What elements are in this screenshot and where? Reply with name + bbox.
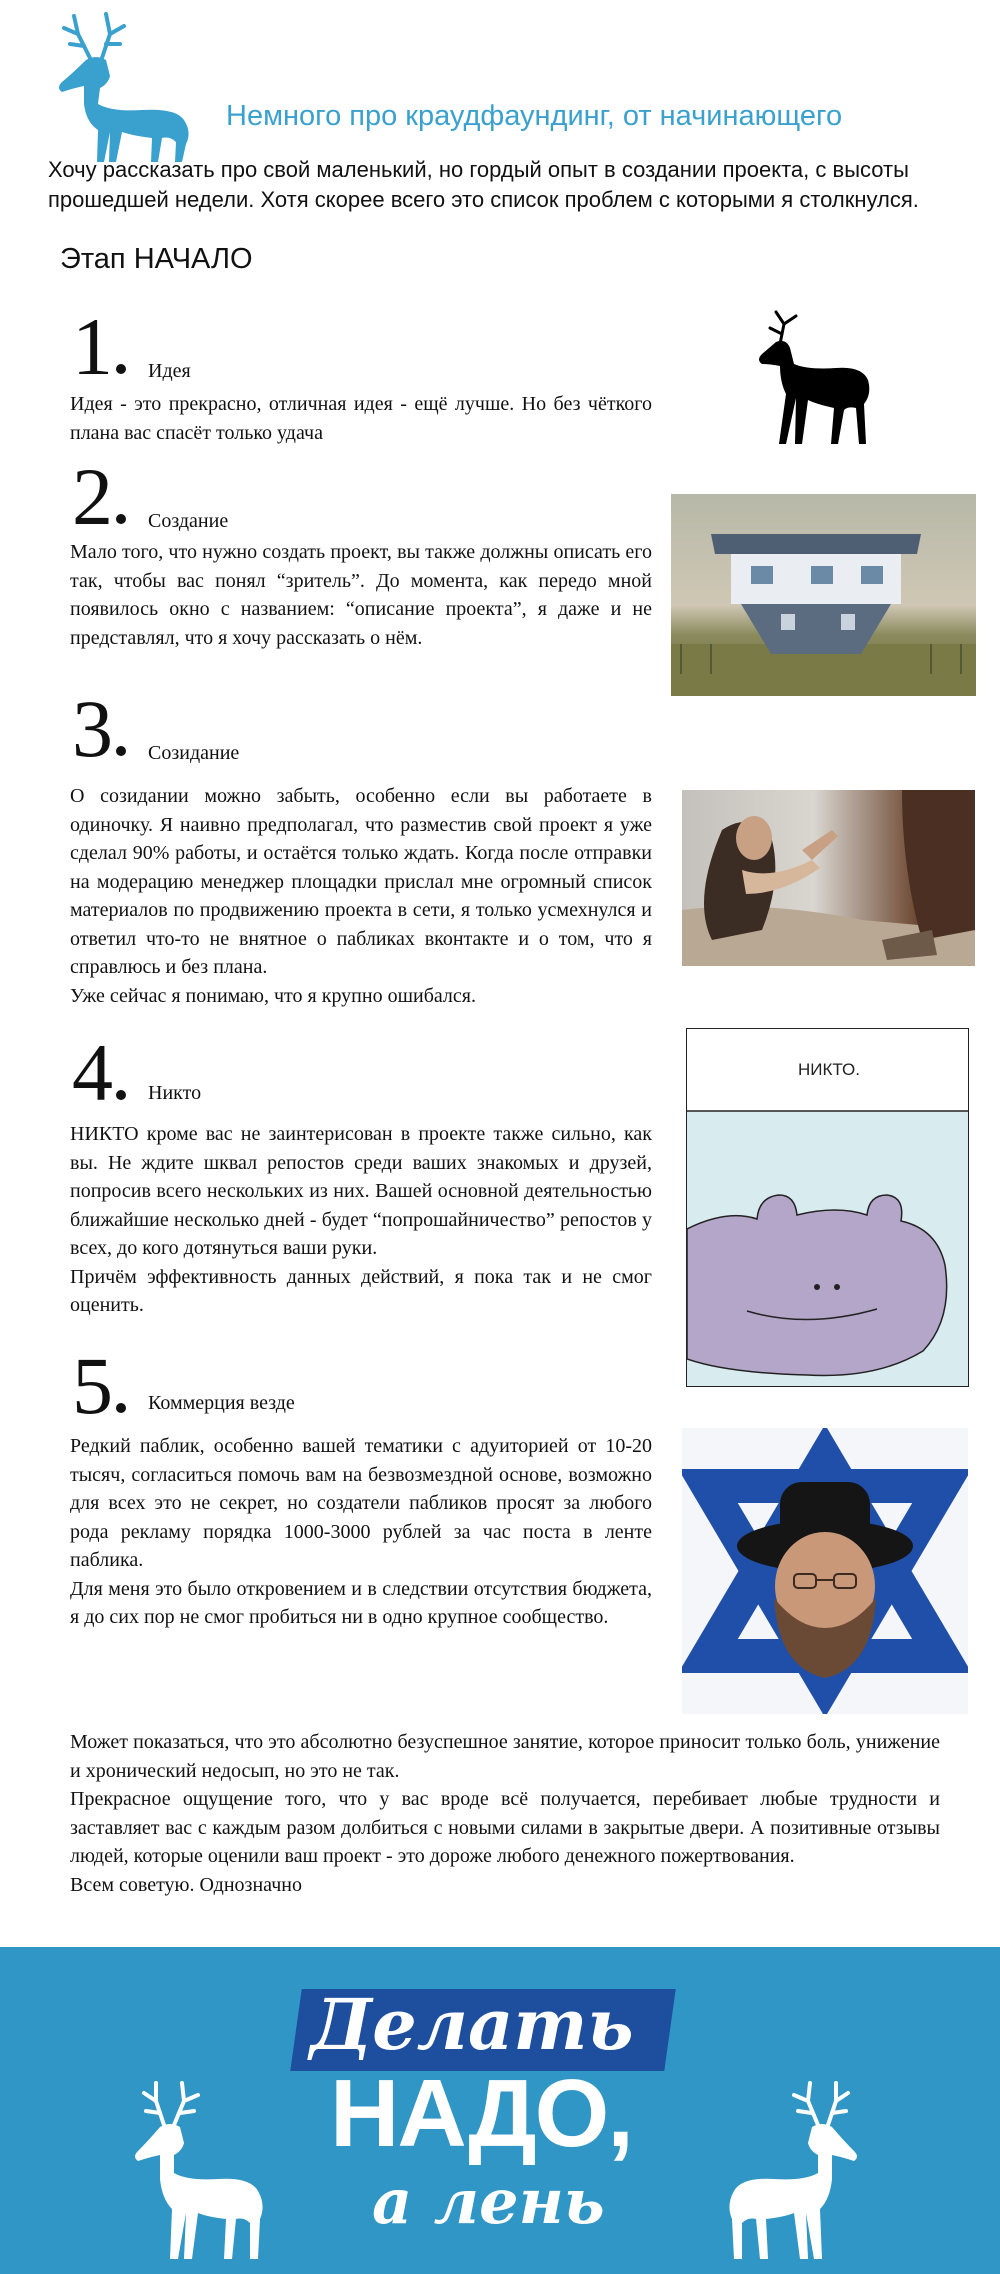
step-text: НИКТО кроме вас не заинтерисован в проекте также сильно, как вы. Не ждите шквал репостов среди ваших знакомых и друзей, попросив всего нескольких из них. Вашей основной деятельностью ближайшие несколько дней - будет “попрошайничество” репостов у всех, до кого дотянуться ваши руки. Причём эффективность данных действий, я пока так и не смог оценить. [70, 1123, 652, 1316]
deer-silhouette-icon [740, 308, 890, 450]
step-number: 5 [72, 1345, 126, 1427]
step-title: Коммерция везде [148, 1392, 295, 1414]
step-title: Созидание [148, 742, 240, 764]
stage-label: Этап НАЧАЛО [60, 243, 253, 275]
deer-logo-icon [26, 4, 206, 166]
deer-left-icon [108, 2077, 276, 2263]
step-text: Идея - это прекрасно, отличная идея - ещё лучше. Но без чёткого плана вас спасёт только удача [70, 393, 652, 444]
deer-right-icon [716, 2077, 884, 2263]
step-number: 4 [72, 1032, 126, 1114]
step-title: Создание [148, 510, 229, 532]
step-number: 2 [72, 456, 126, 538]
step-text: Мало того, что нужно создать проект, вы также должны описать его так, чтобы вас понял “зритель”. До момента, как передо мной появилось окно с названием: “описание проекта”, я даже и не представлял, что я хочу рассказать о нём. [70, 541, 652, 649]
slogan-line-1: Делать [310, 1983, 634, 2066]
upside-down-house-image [671, 494, 976, 696]
step-text: О созидании можно забыть, особенно если вы работаете в одиночку. Я наивно предполагал, что разместив свой проект я уже сделал 90% работы, и остаётся только ждать. Когда после отправки на модерацию менеджер площадки прислал мне огромный список материалов по продвижению проекта в сети, я только усмехнулся и ответил что-то не внятное о пабликах вконтакте и о том, что я справлюсь и без плана. Уже сейчас я понимаю, что я крупно ошибался. [70, 785, 652, 1007]
step-number: 3 [72, 688, 126, 770]
page-title: Немного про краудфаундинг, от начинающего [226, 100, 843, 132]
star-of-david-image [682, 1428, 968, 1714]
step-title: Идея [148, 360, 191, 382]
slogan-line-2: НАДО, [330, 2060, 632, 2167]
intro-text: Хочу рассказать про свой маленький, но гордый опыт в создании проекта, с высоты прошедшей недели. Хотя скорее всего это список проблем с которыми я столкнулся. [48, 157, 919, 212]
step-number: 1 [72, 306, 126, 388]
hippo-comic-image [686, 1028, 969, 1387]
comic-caption: НИКТО. [798, 1060, 860, 1079]
step-text: Редкий паблик, особенно вашей тематики с адуиторией от 10-20 тысяч, согласиться помочь вам на безвозмездной основе, возможно для всех это не секрет, но создатели пабликов просят за любого рода рекламу порядка 1000-3000 рублей за час поста в ленте паблика. Для меня это было откровением и в следствии отсутствия бюджета, я до сих пор не смог пробиться ни в одно крупное сообщество. [70, 1435, 652, 1628]
slogan-line-3: а лень [372, 2165, 605, 2238]
closing-text: Может показаться, что это абсолютно безуспешное занятие, которое приносит только боль, унижение и хронический недосып, но это не так. Прекрасное ощущение того, что у вас вроде всё получается, перебивает любые трудности и заставляет вас с каждым разом долбиться с новыми силами в закрытые двери. А позитивные отзывы людей, которые оценили ваш проект - это дороже любого денежного пожертвования. Всем советую. Однозначно [70, 1731, 940, 1896]
step-title: Никто [148, 1082, 202, 1104]
footer-banner [0, 1947, 1000, 2274]
kneeling-woman-image [682, 790, 975, 966]
